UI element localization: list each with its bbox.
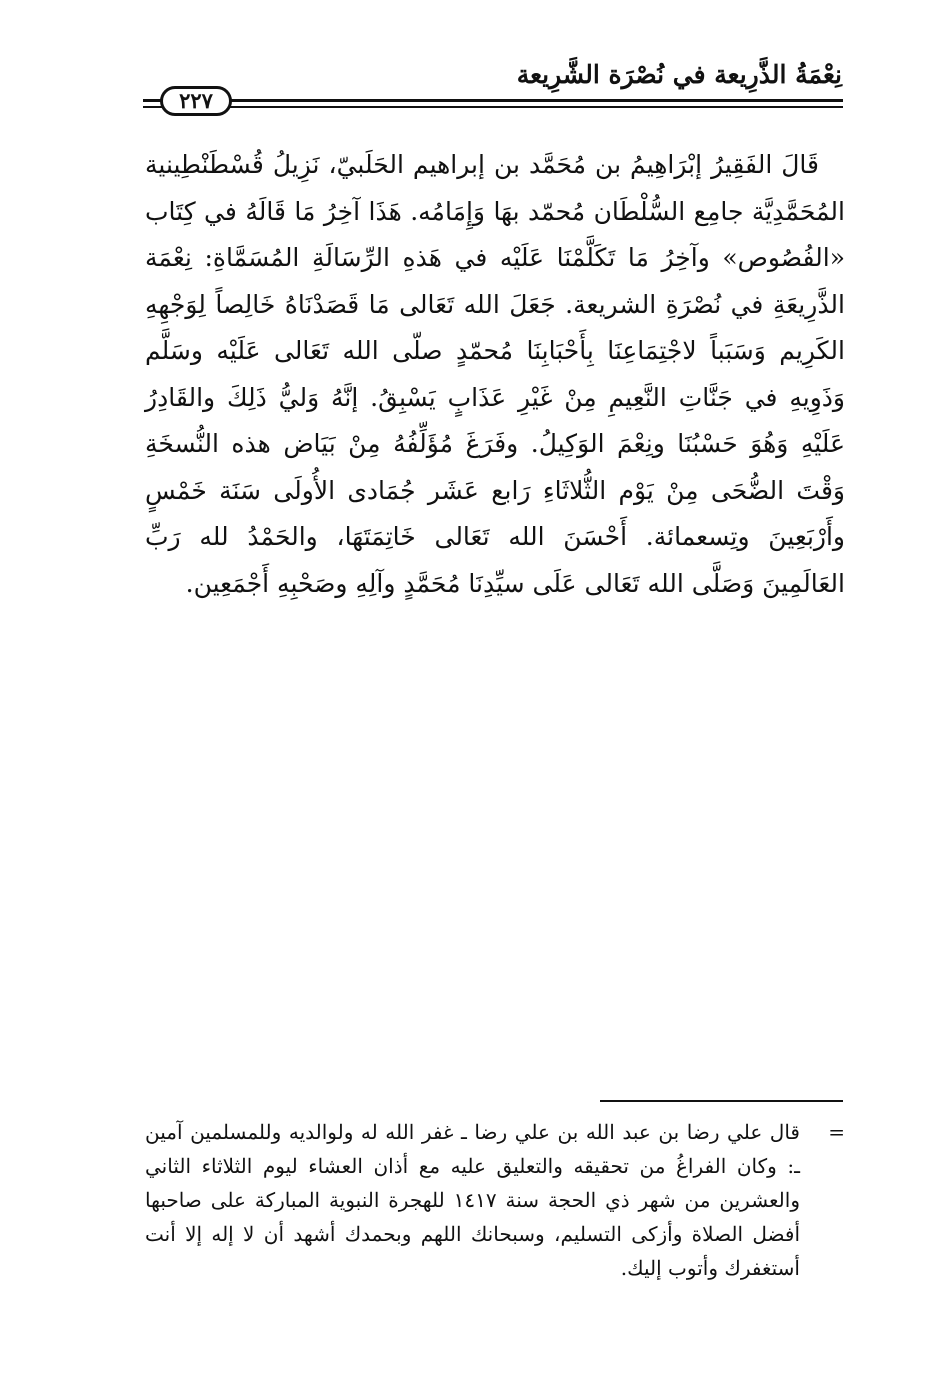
- footnote-rule: [600, 1100, 843, 1102]
- main-paragraph: قَالَ الفَقِيرُ إبْرَاهِيمُ بن مُحَمَّد بن إبراهيم الحَلَبيّ، نَزِيلُ قُسْطَنْطِينية المُحَمَّدِيَّة جامِع السُّلْطَان مُحمّد بهَا وَإِمَامُه. هَذَا آخِرُ مَا قَالَهُ في كِتَاب «الفُصُوص» وآخِرُ مَا تَكَلَّمْنَا عَلَيْه في هَذهِ الرِّسَالَةِ المُسَمَّاةِ: نِعْمَة الذَّرِيعَةِ في نُصْرَةِ الشريعة. جَعَلَ الله تَعَالى مَا قَصَدْنَاهُ خَالِصاً لِوَجْهِهِ الكَرِيم وَسَبَباً لاجْتِمَاعِنَا بِأَحْبَابِنَا مُحمّدٍ صلّى الله تَعَالى عَلَيْه وسَلَّم وَذَوِيهِ في جَنَّاتِ النَّعِيمِ مِنْ غَيْرِ عَذَابٍ يَسْبِقُ. إنَّهُ وَليُّ ذَلِكَ والقَادِرُ عَلَيْهِ وَهُوَ حَسْبُنَا ونِعْمَ الوَكِيلُ. وفَرَغَ مُؤَلِّفُهُ مِنْ بَيَاض هذه النُّسخَةِ وَقْتَ الضُّحَى مِنْ يَوْم الثُّلاثَاءِ رَابع عَشَر جُمَادى الأُولَى سَنَة خَمْسٍ وأَرْبَعِينَ وتِسعمائة. أَحْسَنَ الله تَعَالى خَاتِمَتَهَا، والحَمْدُ لله رَبِّ العَالَمِينَ وَصَلَّى الله تَعَالى عَلَى سيِّدِنَا مُحَمَّدٍ وآلِهِ وصَحْبِهِ أَجْمَعِين.: [145, 150, 845, 598]
- main-text: [145, 142, 845, 607]
- footnote-text: قال علي رضا بن عبد الله بن علي رضا ـ غفر الله له ولوالديه وللمسلمين آمين ـ: وكان الفراغُ من تحقيقه والتعليق عليه مع أذان العشاء ليوم الثلاثاء الثاني والعشرين من شهر ذي الحجة سنة ١٤١٧ للهجرة النبوية المباركة على صاحبها أفضل الصلاة وأزكى التسليم، وسبحانك اللهم وبحمدك أشهد أن لا إله إلا أنت أستغفرك وأتوب إليك.: [145, 1120, 800, 1280]
- footnote-continuation-marker: =: [828, 1120, 845, 1144]
- footnote: [145, 1115, 845, 1285]
- header-rule: [143, 99, 843, 108]
- page-number: ٢٢٧: [160, 86, 232, 116]
- running-title: نِعْمَةُ الذَّرِيعة في نُصْرَة الشَّرِيعة: [516, 60, 842, 89]
